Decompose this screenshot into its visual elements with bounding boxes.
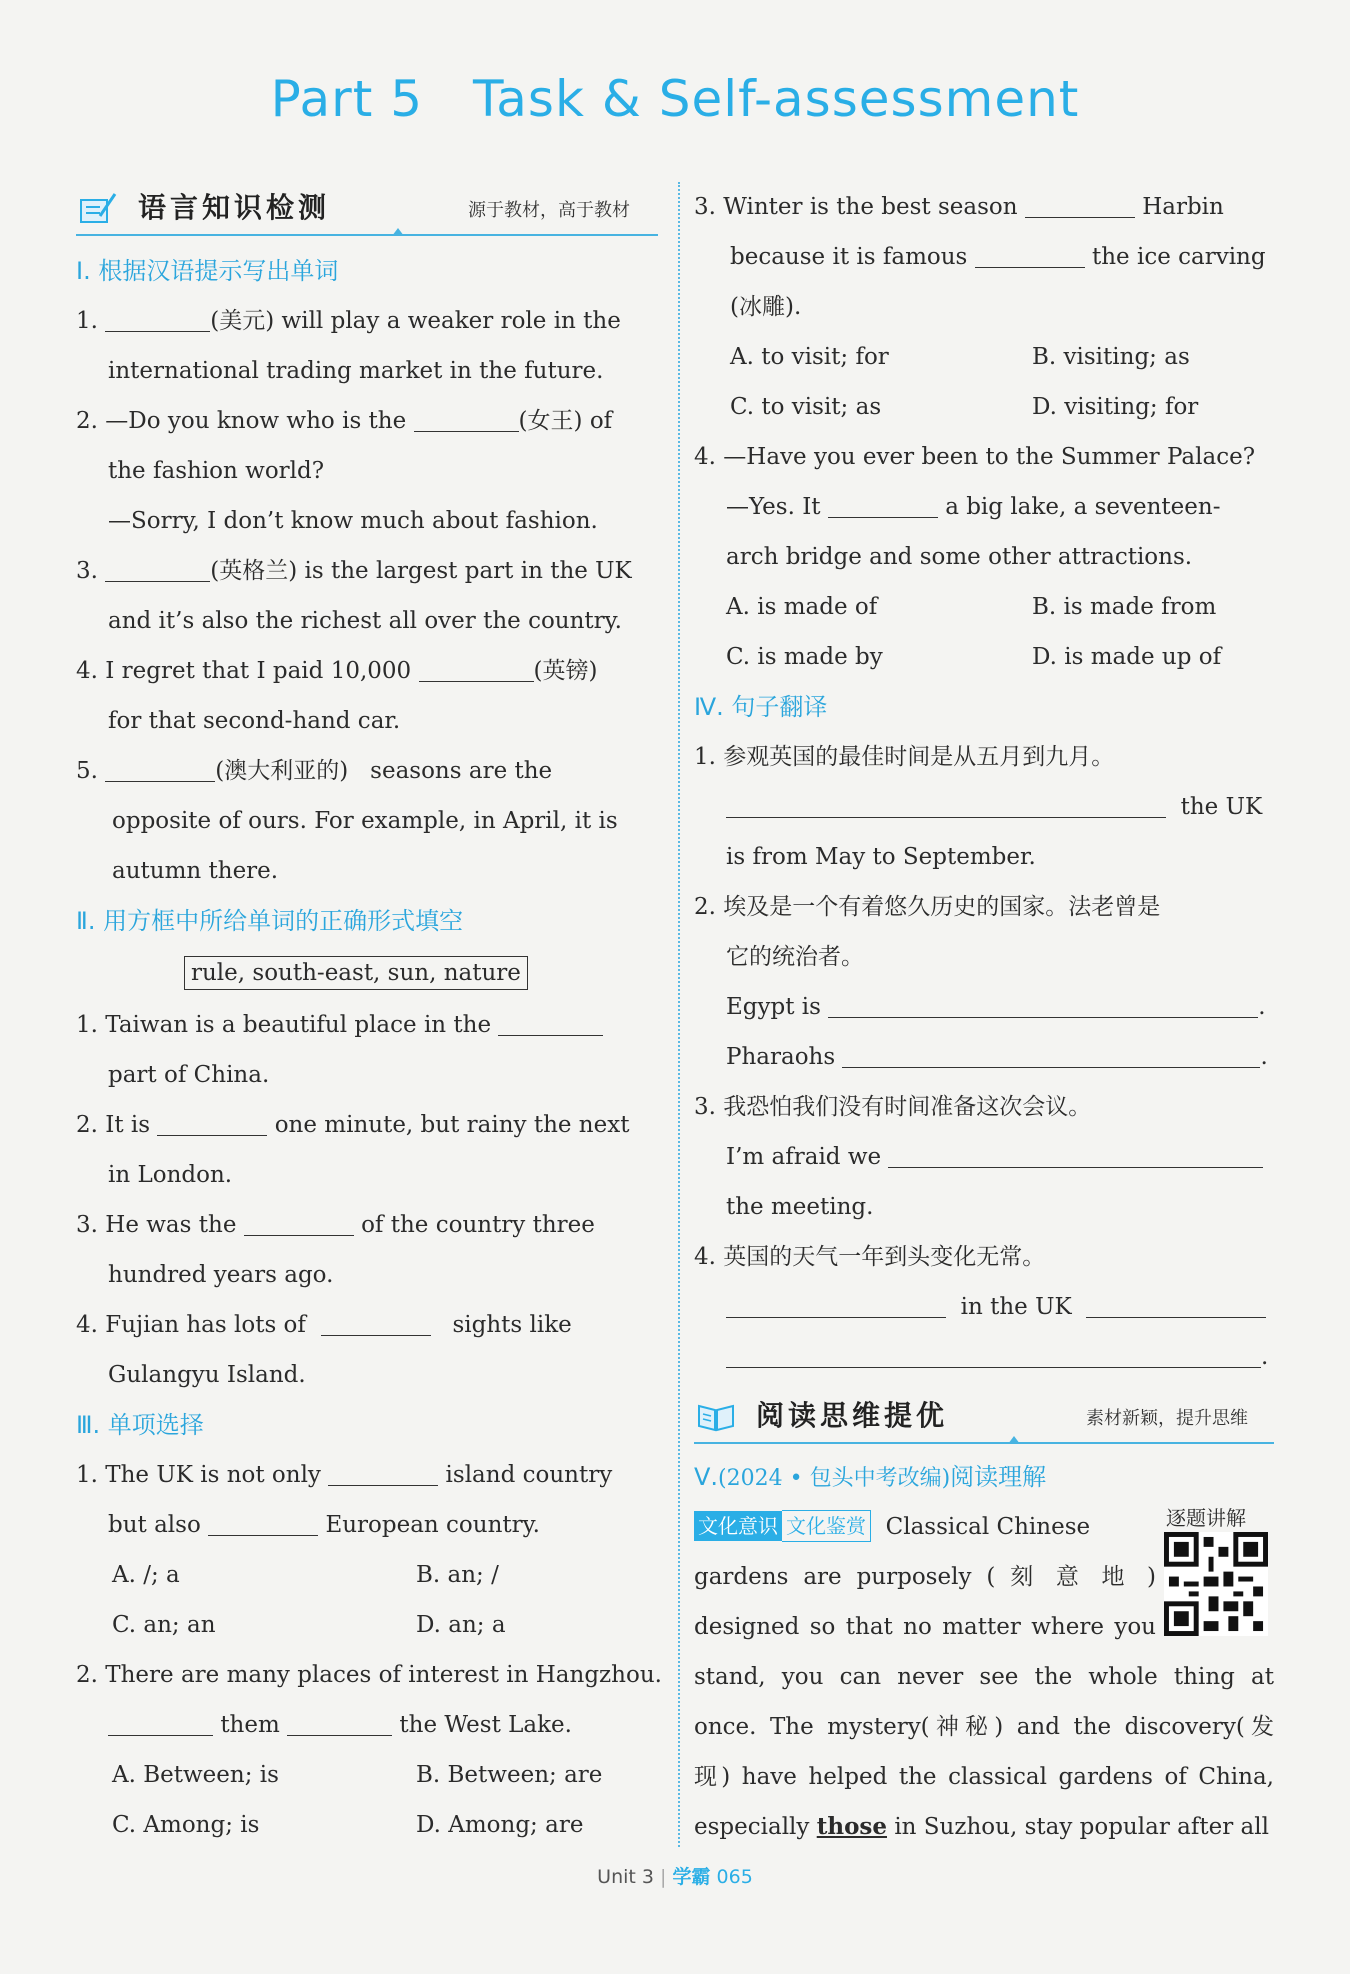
q-number: 5. bbox=[76, 758, 98, 784]
period: . bbox=[1261, 1344, 1269, 1370]
text: I regret that I paid 10,000 bbox=[105, 658, 412, 684]
text: I’m afraid we bbox=[726, 1144, 882, 1170]
q-number: 4. bbox=[694, 444, 716, 470]
hint: (美元) bbox=[210, 308, 275, 334]
answer-blank[interactable] bbox=[105, 580, 210, 582]
s3-q1-option-a[interactable]: A. /; a bbox=[112, 1562, 180, 1588]
s4-q3-line2 bbox=[726, 1132, 1274, 1182]
s3-q2-option-d[interactable]: D. Among; are bbox=[416, 1812, 584, 1838]
module-pointer bbox=[1008, 1436, 1020, 1444]
s4-q3-line1 bbox=[694, 1082, 1274, 1132]
s4-q2-line2: 它的统治者。 bbox=[726, 944, 864, 970]
s3-q2-option-c[interactable]: C. Among; is bbox=[112, 1812, 260, 1838]
text: of bbox=[589, 408, 613, 434]
text: sights like bbox=[452, 1312, 572, 1338]
period: . bbox=[1260, 1044, 1268, 1070]
answer-blank[interactable] bbox=[328, 1484, 438, 1486]
s2-q2-line1 bbox=[76, 1100, 658, 1150]
s4-q4-line3 bbox=[726, 1332, 1274, 1382]
s3-q4-line2 bbox=[726, 482, 1274, 532]
answer-line[interactable] bbox=[726, 1366, 1261, 1368]
qr-code-icon[interactable] bbox=[1164, 1532, 1268, 1636]
s3-q1-option-c[interactable]: C. an; an bbox=[112, 1612, 216, 1638]
s3-q2-line2 bbox=[108, 1700, 658, 1750]
s5-line3: designed so that no matter where you bbox=[694, 1614, 1156, 1640]
hint: (澳大利亚的) bbox=[215, 758, 349, 784]
s3-q1-option-b[interactable]: B. an; / bbox=[416, 1562, 499, 1588]
part-name: Task & Self-assessment bbox=[473, 70, 1080, 128]
q-number: 3. bbox=[694, 1094, 716, 1120]
q-number: 3. bbox=[76, 558, 98, 584]
s5-line5: once. The mystery(神秘) and the discovery(发 bbox=[694, 1714, 1274, 1740]
answer-blank[interactable] bbox=[244, 1234, 354, 1236]
text: Taiwan is a beautiful place in the bbox=[105, 1012, 492, 1038]
s3-q1-line2 bbox=[108, 1500, 658, 1550]
answer-blank[interactable] bbox=[208, 1534, 318, 1536]
answer-blank[interactable] bbox=[287, 1734, 392, 1736]
text: of the country three bbox=[361, 1212, 595, 1238]
text: Egypt is bbox=[726, 994, 821, 1020]
chinese-sentence: 我恐怕我们没有时间准备这次会议。 bbox=[723, 1094, 1092, 1120]
s3-q4-line3: arch bridge and some other attractions. bbox=[726, 544, 1193, 570]
text: —Have you ever been to the Summer Palace? bbox=[723, 444, 1256, 470]
answer-blank[interactable] bbox=[414, 430, 519, 432]
s1-q3-line2: and it’s also the richest all over the country. bbox=[108, 608, 622, 634]
answer-blank[interactable] bbox=[975, 266, 1085, 268]
s5-line7 bbox=[694, 1802, 1274, 1852]
column-divider bbox=[678, 182, 680, 1847]
underlined-word: those bbox=[816, 1813, 887, 1840]
text: but also bbox=[108, 1512, 201, 1538]
section-2-heading: Ⅱ. 用方框中所给单词的正确形式填空 bbox=[76, 907, 464, 935]
s3-q4-option-a[interactable]: A. is made of bbox=[726, 594, 878, 620]
module-subtitle: 源于教材，高于教材 bbox=[468, 200, 630, 221]
section-1-heading: Ⅰ. 根据汉语提示写出单词 bbox=[76, 257, 339, 285]
s3-q3-line2 bbox=[730, 232, 1274, 282]
s3-q3-option-b[interactable]: B. visiting; as bbox=[1032, 344, 1190, 370]
section-3-heading: Ⅲ. 单项选择 bbox=[76, 1411, 204, 1439]
q-number: 1. bbox=[76, 308, 98, 334]
q-number: 1. bbox=[694, 744, 716, 770]
q-number: 2. bbox=[76, 408, 98, 434]
q-number: 3. bbox=[76, 1212, 98, 1238]
s5-line6: 现) have helped the classical gardens of China, bbox=[694, 1764, 1274, 1790]
answer-line[interactable] bbox=[1086, 1316, 1266, 1318]
text: The UK is not only bbox=[105, 1462, 321, 1488]
s3-q3-option-a[interactable]: A. to visit; for bbox=[730, 344, 889, 370]
s3-q3-line3: (冰雕). bbox=[730, 294, 802, 320]
text: It is bbox=[105, 1112, 151, 1138]
text: the ice carving bbox=[1091, 244, 1266, 270]
s1-q1-line2: international trading market in the future. bbox=[108, 358, 604, 384]
answer-blank[interactable] bbox=[498, 1034, 603, 1036]
text: —Do you know who is the bbox=[105, 408, 407, 434]
part-label: Part 5 bbox=[270, 70, 424, 128]
footer-brand: 学霸 bbox=[672, 1866, 711, 1888]
text: the West Lake. bbox=[399, 1712, 572, 1738]
text: Pharaohs bbox=[726, 1044, 836, 1070]
text: Harbin bbox=[1142, 194, 1224, 220]
heading-source: (2024 • 包头中考改编) bbox=[718, 1466, 951, 1491]
text: island country bbox=[445, 1462, 613, 1488]
s2-q1-line1 bbox=[76, 1000, 658, 1050]
s2-q3-line1 bbox=[76, 1200, 658, 1250]
q-number: 1. bbox=[76, 1012, 98, 1038]
chinese-sentence: 埃及是一个有着悠久历史的国家。法老曾是 bbox=[723, 894, 1161, 920]
module-language-knowledge bbox=[76, 182, 658, 236]
q-number: 2. bbox=[694, 894, 716, 920]
text: is the largest part in the UK bbox=[304, 558, 632, 584]
s3-q2-option-a[interactable]: A. Between; is bbox=[112, 1762, 279, 1788]
answer-line[interactable] bbox=[726, 1316, 946, 1318]
notebook-pen-icon bbox=[78, 190, 118, 226]
text: in Suzhou, stay popular after all bbox=[894, 1814, 1269, 1840]
s2-q1-line2: part of China. bbox=[108, 1062, 270, 1088]
s1-q2-line3: —Sorry, I don’t know much about fashion. bbox=[108, 508, 598, 534]
s5-line4: stand, you can never see the whole thing at bbox=[694, 1664, 1274, 1690]
tag-cultural-appreciation: 文化鉴赏 bbox=[782, 1510, 871, 1542]
answer-line[interactable] bbox=[888, 1166, 1263, 1168]
s4-q1-line2 bbox=[726, 782, 1274, 832]
q-number: 4. bbox=[694, 1244, 716, 1270]
text: especially bbox=[694, 1814, 810, 1840]
answer-line[interactable] bbox=[828, 1016, 1258, 1018]
s3-q3-option-c[interactable]: C. to visit; as bbox=[730, 394, 882, 420]
s2-q4-line1 bbox=[76, 1300, 658, 1350]
q-number: 4. bbox=[76, 658, 98, 684]
s3-q4-option-c[interactable]: C. is made by bbox=[726, 644, 883, 670]
text: Winter is the best season bbox=[723, 194, 1018, 220]
module-reading-thinking bbox=[694, 1390, 1274, 1444]
chinese-sentence: 英国的天气一年到头变化无常。 bbox=[723, 1244, 1046, 1270]
s3-q4-line1 bbox=[694, 432, 1274, 482]
text: them bbox=[220, 1712, 280, 1738]
hint: (女王) bbox=[518, 408, 583, 434]
q-number: 2. bbox=[76, 1112, 98, 1138]
q-number: 1. bbox=[76, 1462, 98, 1488]
text: European country. bbox=[325, 1512, 540, 1538]
heading-type: 阅读理解 bbox=[950, 1463, 1047, 1491]
text: one minute, but rainy the next bbox=[274, 1112, 630, 1138]
text: There are many places of interest in Hangzhou. bbox=[105, 1662, 662, 1688]
text: —Yes. It bbox=[726, 494, 821, 520]
s1-q1-line1 bbox=[76, 296, 658, 346]
s1-q2-line1 bbox=[76, 396, 658, 446]
answer-blank[interactable] bbox=[105, 780, 215, 782]
s4-q4-line1 bbox=[694, 1232, 1274, 1282]
module-title: 语言知识检测 bbox=[138, 191, 331, 224]
s3-q4-option-d[interactable]: D. is made up of bbox=[1032, 644, 1222, 670]
q-number: 4. bbox=[76, 1312, 98, 1338]
text: seasons are the bbox=[370, 758, 553, 784]
s2-q2-line2: in London. bbox=[108, 1162, 233, 1188]
s3-q1-option-d[interactable]: D. an; a bbox=[416, 1612, 506, 1638]
text: Classical Chinese bbox=[885, 1514, 1091, 1540]
text: in the UK bbox=[960, 1294, 1072, 1320]
page-footer: Unit 3 | 学霸 065 bbox=[597, 1866, 753, 1888]
s1-q5-line1 bbox=[76, 746, 658, 796]
s1-q4-line2: for that second-hand car. bbox=[108, 708, 401, 734]
text: Fujian has lots of bbox=[105, 1312, 306, 1338]
s4-q1-line1 bbox=[694, 732, 1274, 782]
text: He was the bbox=[105, 1212, 237, 1238]
module-title: 阅读思维提优 bbox=[756, 1399, 949, 1432]
page-number: 065 bbox=[716, 1866, 753, 1888]
qr-label: 逐题讲解 bbox=[1166, 1506, 1246, 1530]
s5-line2: gardens are purposely ( 刻 意 地 ) bbox=[694, 1564, 1156, 1590]
section-5-heading bbox=[694, 1452, 1274, 1502]
s2-q3-line2: hundred years ago. bbox=[108, 1262, 334, 1288]
s3-q2-option-b[interactable]: B. Between; are bbox=[416, 1762, 603, 1788]
s1-q2-line2: the fashion world? bbox=[108, 458, 325, 484]
q-number: 3. bbox=[694, 194, 716, 220]
s4-q4-line2 bbox=[726, 1282, 1274, 1332]
q-number: 2. bbox=[76, 1662, 98, 1688]
answer-blank[interactable] bbox=[157, 1134, 267, 1136]
tag-cultural-awareness: 文化意识 bbox=[694, 1511, 782, 1541]
answer-blank[interactable] bbox=[321, 1334, 431, 1336]
page-title bbox=[0, 70, 1350, 128]
s4-q2-line1 bbox=[694, 882, 1274, 932]
s4-q2-line4 bbox=[726, 1032, 1274, 1082]
s3-q2-line1 bbox=[76, 1650, 662, 1700]
module-subtitle: 素材新颖，提升思维 bbox=[1086, 1408, 1248, 1429]
text: the UK bbox=[1180, 794, 1263, 820]
s4-q2-line3 bbox=[726, 982, 1274, 1032]
hint: (英镑) bbox=[533, 658, 598, 684]
open-book-icon bbox=[696, 1398, 736, 1434]
s5-line1 bbox=[694, 1502, 1156, 1552]
s3-q1-line1 bbox=[76, 1450, 658, 1500]
s4-q1-line3: is from May to September. bbox=[726, 844, 1036, 870]
heading-number: Ⅴ. bbox=[694, 1463, 719, 1491]
s3-q3-line1 bbox=[694, 182, 1274, 232]
s1-q4-line1 bbox=[76, 646, 658, 696]
answer-blank[interactable] bbox=[108, 1734, 213, 1736]
answer-line[interactable] bbox=[842, 1066, 1260, 1068]
period: . bbox=[1258, 994, 1266, 1020]
s1-q5-line3: autumn there. bbox=[112, 858, 279, 884]
word-box: rule, south-east, sun, nature bbox=[184, 956, 528, 990]
s4-q3-line3: the meeting. bbox=[726, 1194, 874, 1220]
text: because it is famous bbox=[730, 244, 968, 270]
footer-unit: Unit 3 bbox=[597, 1866, 654, 1888]
text: will play a weaker role in the bbox=[281, 308, 621, 334]
s3-q3-option-d[interactable]: D. visiting; for bbox=[1032, 394, 1199, 420]
answer-line[interactable] bbox=[726, 816, 1166, 818]
text: a big lake, a seventeen- bbox=[945, 494, 1221, 520]
word-box-row bbox=[76, 956, 658, 996]
answer-blank[interactable] bbox=[1025, 216, 1135, 218]
s2-q4-line2: Gulangyu Island. bbox=[108, 1362, 306, 1388]
answer-blank[interactable] bbox=[105, 330, 210, 332]
answer-blank[interactable] bbox=[828, 516, 938, 518]
s1-q5-line2: opposite of ours. For example, in April, it is bbox=[112, 808, 618, 834]
hint: (英格兰) bbox=[210, 558, 298, 584]
s1-q3-line1 bbox=[76, 546, 658, 596]
chinese-sentence: 参观英国的最佳时间是从五月到九月。 bbox=[723, 744, 1115, 770]
section-4-heading: Ⅳ. 句子翻译 bbox=[694, 693, 828, 721]
module-pointer bbox=[392, 228, 404, 236]
answer-blank[interactable] bbox=[419, 680, 534, 682]
s3-q4-option-b[interactable]: B. is made from bbox=[1032, 594, 1217, 620]
